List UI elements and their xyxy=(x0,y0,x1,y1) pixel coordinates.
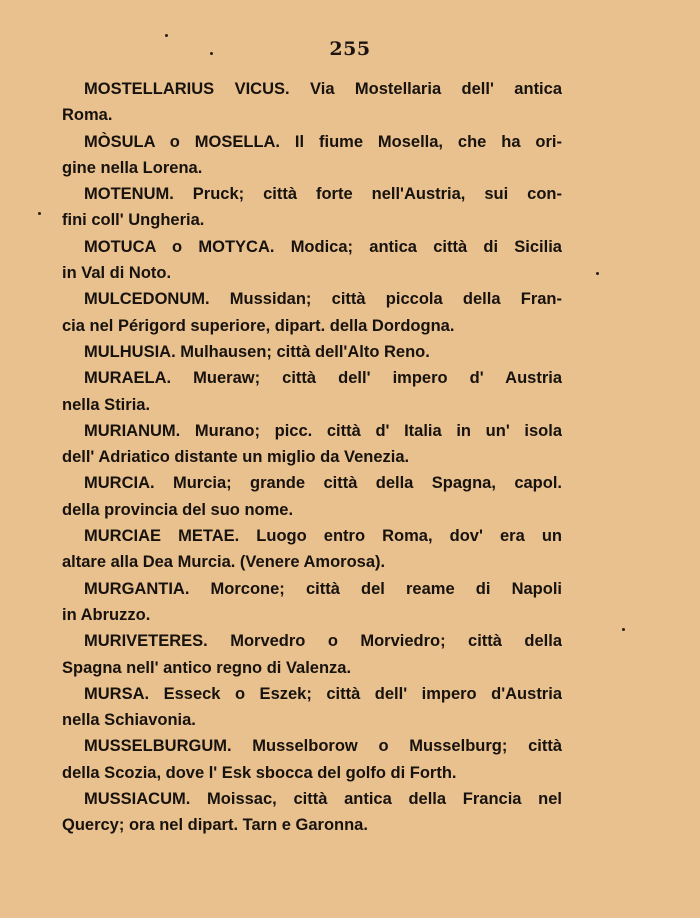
entry-line: MURCIA. Murcia; grande città della Spagna, capol. xyxy=(84,474,562,493)
entry-line: in Abruzzo. xyxy=(62,605,151,624)
entry-muriveteres xyxy=(62,628,562,681)
entry-line: MURCIAE METAE. Luogo entro Roma, dov' era un xyxy=(84,527,562,546)
print-speck xyxy=(165,34,168,37)
entry-mussiacum xyxy=(62,786,562,839)
entry-list xyxy=(62,76,562,839)
entry-line: MOSTELLARIUS VICUS. Via Mostellaria dell' antica xyxy=(84,80,562,98)
entry-line: altare alla Dea Murcia. (Venere Amorosa). xyxy=(62,553,386,572)
entry-mosula xyxy=(62,129,562,182)
entry-murcia xyxy=(62,470,562,523)
entry-line: gine nella Lorena. xyxy=(62,158,203,177)
entry-line: Quercy; ora nel dipart. Tarn e Garonna. xyxy=(62,816,368,835)
entry-line: Roma. xyxy=(62,106,113,125)
entry-line: MUSSELBURGUM. Musselborow o Musselburg; città xyxy=(84,737,562,756)
entry-line: MUSSIACUM. Moissac, città antica della Francia nel xyxy=(84,790,562,809)
entry-muraela xyxy=(62,365,562,418)
entry-line: nella Schiavonia. xyxy=(62,711,196,730)
entry-line: dell' Adriatico distante un miglio da Venezia. xyxy=(62,448,410,467)
entry-motenum xyxy=(62,181,562,234)
entry-line: della Scozia, dove l' Esk sbocca del golfo di Forth. xyxy=(62,763,457,782)
entry-mulhusia xyxy=(62,339,562,365)
entry-line: MULHUSIA. Mulhausen; città dell'Alto Reno. xyxy=(84,342,430,361)
entry-line: in Val di Noto. xyxy=(62,264,172,283)
entry-murciae-metae xyxy=(62,523,562,576)
print-speck xyxy=(38,212,41,215)
entry-line: MURSA. Esseck o Eszek; città dell' impero d'Austria xyxy=(84,684,562,703)
entry-line: MOTENUM. Pruck; città forte nell'Austria, sui con- xyxy=(84,185,562,204)
print-speck xyxy=(622,628,625,631)
entry-line: MÒSULA o MOSELLA. Il fiume Mosella, che ha ori- xyxy=(84,132,562,151)
page-number: 255 xyxy=(329,38,371,60)
entry-musselburgum xyxy=(62,733,562,786)
entry-murgantia xyxy=(62,576,562,629)
entry-line: MURIANUM. Murano; picc. città d' Italia in un' isola xyxy=(84,421,562,440)
entry-mostellarius-vicus xyxy=(62,76,562,129)
entry-line: fini coll' Ungheria. xyxy=(62,211,205,230)
print-speck xyxy=(596,272,599,275)
entry-line: cia nel Périgord superiore, dipart. della Dordogna. xyxy=(62,316,455,335)
entry-line: della provincia del suo nome. xyxy=(62,500,294,519)
entry-line: MULCEDONUM. Mussidan; città piccola della Fran- xyxy=(84,290,562,309)
entry-line: nella Stiria. xyxy=(62,395,151,414)
entry-line: MURGANTIA. Morcone; città del reame di Napoli xyxy=(84,579,562,598)
entry-motuca xyxy=(62,234,562,287)
entry-line: MOTUCA o MOTYCA. Modica; antica città di Sicilia xyxy=(84,237,562,256)
entry-line: MURIVETERES. Morvedro o Morviedro; città della xyxy=(84,632,562,651)
entry-mulcedonum xyxy=(62,286,562,339)
entry-line: Spagna nell' antico regno di Valenza. xyxy=(62,658,352,677)
entry-murianum xyxy=(62,418,562,471)
entry-line: MURAELA. Mueraw; città dell' impero d' Austria xyxy=(84,369,562,388)
entry-mursa xyxy=(62,681,562,734)
print-speck xyxy=(210,52,213,55)
